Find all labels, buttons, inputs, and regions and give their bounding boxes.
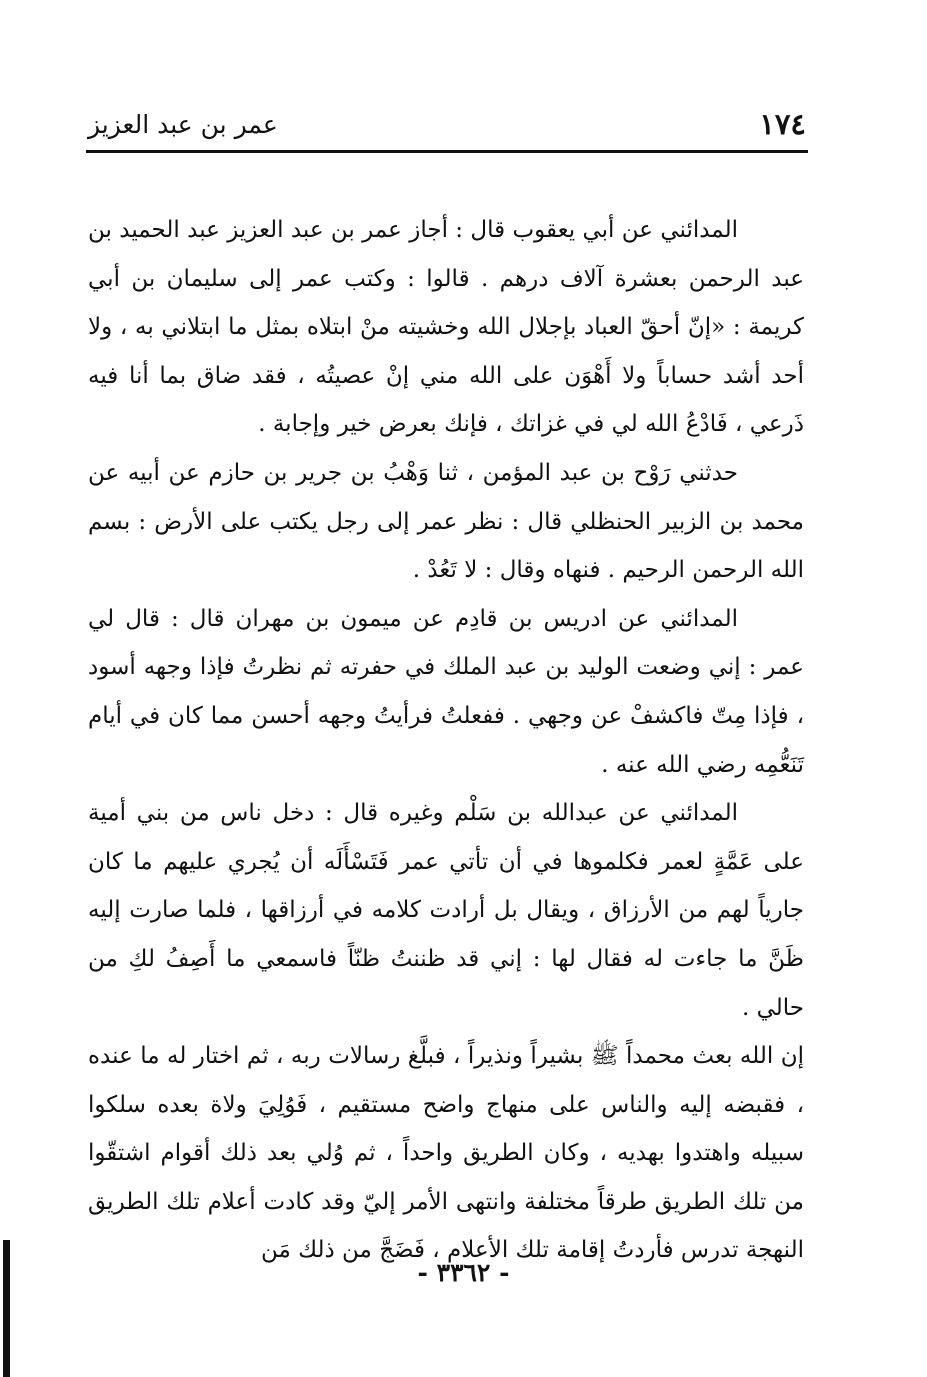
running-title: عمر بن عبد العزيز (88, 110, 278, 139)
page-header (88, 100, 806, 150)
paragraph: المدائني عن أبي يعقوب قال : أجاز عمر بن عبد العزيز عبد الحميد بن عبد الرحمن بعشرة آلاف درهم . قالوا : وكتب عمر إلى سليمان بن أبي كريمة : «إنّ أحقّ العباد بإجلال الله وخشيته منْ ابتلاه بمثل ما ابتلاني به ، ولا أحد أشد حساباً ولا أَهْوَن على الله مني إنْ عصيتُه ، فقد ضاق بما أنا فيه ذَرعي ، فَادْعُ الله لي في غزاتك ، فإنك بعرض خير وإجابة . (88, 217, 804, 438)
scan-edge-mark (3, 1240, 10, 1377)
paragraph: حدثني رَوْح بن عبد المؤمن ، ثنا وَهْبُ بن جرير بن حازم عن أبيه عن محمد بن الزبير الحنظلي قال : نظر عمر إلى رجل يكتب على الأرض : بسم الله الرحمن الرحيم . فنهاه وقال : لا تَعُدْ . (88, 459, 804, 584)
paragraph: المدائني عن ادريس بن قادِم عن ميمون بن مهران قال : قال لي عمر : إني وضعت الوليد بن عبد الملك في حفرته ثم نظرتُ فإذا وجهه أسود ، فإذا مِتّ فاكشفْ عن وجهي . ففعلتُ فرأيتُ وجهه أحسن مما كان في أيام تَنَعُّمِه رضي الله عنه . (88, 605, 804, 778)
header-rule (86, 150, 808, 153)
paragraph: المدائني عن عبدالله بن سَلْم وغيره قال : دخل ناس من بني أمية على عَمَّةٍ لعمر فكلموها في أن تأتي عمر فَتَسْأَلَه أن يُجري عليهم ما كان جارياً لهم من الأرزاق ، ويقال بل أرادت كلامه في أرزاقها ، فلما صارت إليه ظَنَّ ما جاءت له فقال لها : إني قد ظننتُ ظنّاً فاسمعي ما أَصِفُ لكِ من حالي . (88, 800, 804, 1021)
footer-page-number: - ٣٣٦٢ - (417, 1258, 510, 1287)
paragraph: إن الله بعث محمداً ﷺ بشيراً ونذيراً ، فبلَّغ رسالات ربه ، ثم اختار له ما عنده ، فقبضه إليه والناس على منهاج واضح مستقيم ، فَوُلِيَ ولاة بعده سلكوا سبيله واهتدوا بهديه ، وكان الطريق واحداً ، ثم وُلي بعد ذلك أقوام اشتقّوا من تلك الطريق طرقاً مختلفة وانتهى الأمر إليّ وقد كادت أعلام تلك الطريق النهجة تدرس فأردتُ إقامة تلك الأعلام ، فَضَجَّ من ذلك مَن (88, 1043, 804, 1264)
page-number: ١٧٤ (759, 107, 806, 141)
body-text (88, 206, 804, 1275)
